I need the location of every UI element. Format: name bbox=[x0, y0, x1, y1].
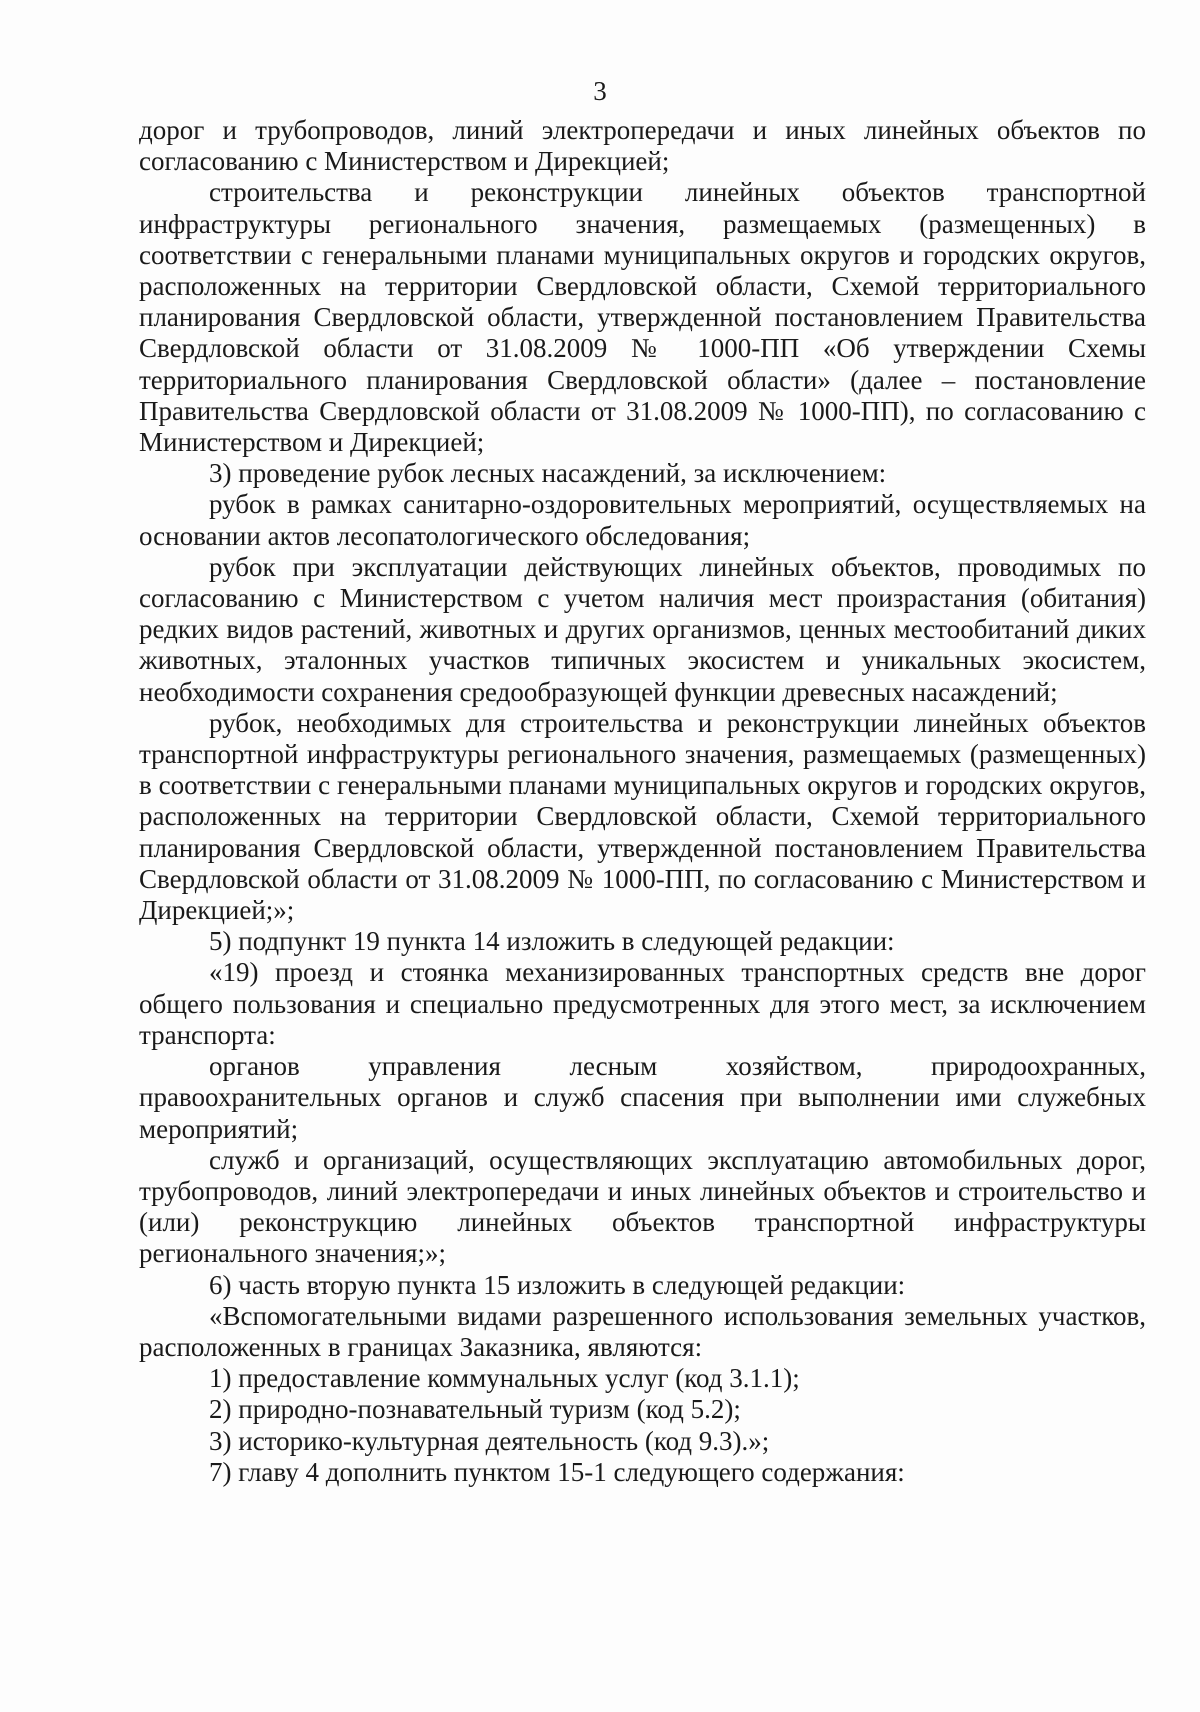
paragraph-6: рубок, необходимых для строительства и реконструкции линейных объектов транспортной инфраструктуры регионального значения, размещаемых (размещенных) в соответствии с генеральными планами муниципальных округов и городских округов, расположенных на территории Свердловской области, Схемой территориального планирования Свердловской области, утвержденной постановлением Правительства Свердловской области от 31.08.2009 № 1000-ПП, по согласованию с Министерством и Дирекцией;»; bbox=[139, 707, 1146, 926]
paragraph-15: 3) историко-культурная деятельность (код 9.3).»; bbox=[209, 1425, 770, 1456]
paragraph-12: «Вспомогательными видами разрешенного использования земельных участков, расположенных в границах Заказника, являются: bbox=[139, 1300, 1146, 1362]
paragraph-7: 5) подпункт 19 пункта 14 изложить в следующей редакции: bbox=[209, 926, 895, 957]
paragraph-16: 7) главу 4 дополнить пунктом 15-1 следующего содержания: bbox=[209, 1456, 905, 1487]
document-body bbox=[139, 115, 1146, 1488]
paragraph-5: рубок при эксплуатации действующих линейных объектов, проводимых по согласованию с Министерством с учетом наличия мест произрастания (обитания) редких видов растений, животных и других организмов, ценных местообитаний диких животных, эталонных участков типичных экосистем и уникальных экосистем, необходимости сохранения средообразующей функции древесных насаждений; bbox=[139, 551, 1146, 707]
paragraph-8: «19) проезд и стоянка механизированных транспортных средств вне дорог общего пользования и специально предусмотренных для этого мест, за исключением транспорта: bbox=[139, 957, 1146, 1050]
paragraph-14: 2) природно-познавательный туризм (код 5.2); bbox=[209, 1394, 741, 1425]
paragraph-4: рубок в рамках санитарно-оздоровительных мероприятий, осуществляемых на основании актов лесопатологического обследования; bbox=[139, 489, 1146, 551]
paragraph-3: 3) проведение рубок лесных насаждений, за исключением: bbox=[209, 458, 887, 489]
paragraph-10: служб и организаций, осуществляющих эксплуатацию автомобильных дорог, трубопроводов, линий электропередачи и иных линейных объектов и строительство и (или) реконструкцию линейных объектов транспортной инфраструктуры регионального значения;»; bbox=[139, 1144, 1146, 1269]
page-number: 3 bbox=[593, 76, 607, 106]
paragraph-9: органов управления лесным хозяйством, природоохранных, правоохранительных органов и служб спасения при выполнении ими служебных мероприятий; bbox=[139, 1051, 1146, 1144]
paragraph-13: 1) предоставление коммунальных услуг (код 3.1.1); bbox=[209, 1363, 800, 1394]
paragraph-1: дорог и трубопроводов, линий электропередачи и иных линейных объектов по согласованию с Министерством и Дирекцией; bbox=[139, 115, 1146, 177]
paragraph-11: 6) часть вторую пункта 15 изложить в следующей редакции: bbox=[209, 1269, 906, 1300]
paragraph-2: строительства и реконструкции линейных объектов транспортной инфраструктуры регионального значения, размещаемых (размещенных) в соответствии с генеральными планами муниципальных округов и городских округов, расположенных на территории Свердловской области, Схемой территориального планирования Свердловской области, утвержденной постановлением Правительства Свердловской области от 31.08.2009 № 1000-ПП «Об утверждении Схемы территориального планирования Свердловской области» (далее – постановление Правительства Свердловской области от 31.08.2009 № 1000-ПП), по согласованию с Министерством и Дирекцией; bbox=[139, 177, 1146, 458]
